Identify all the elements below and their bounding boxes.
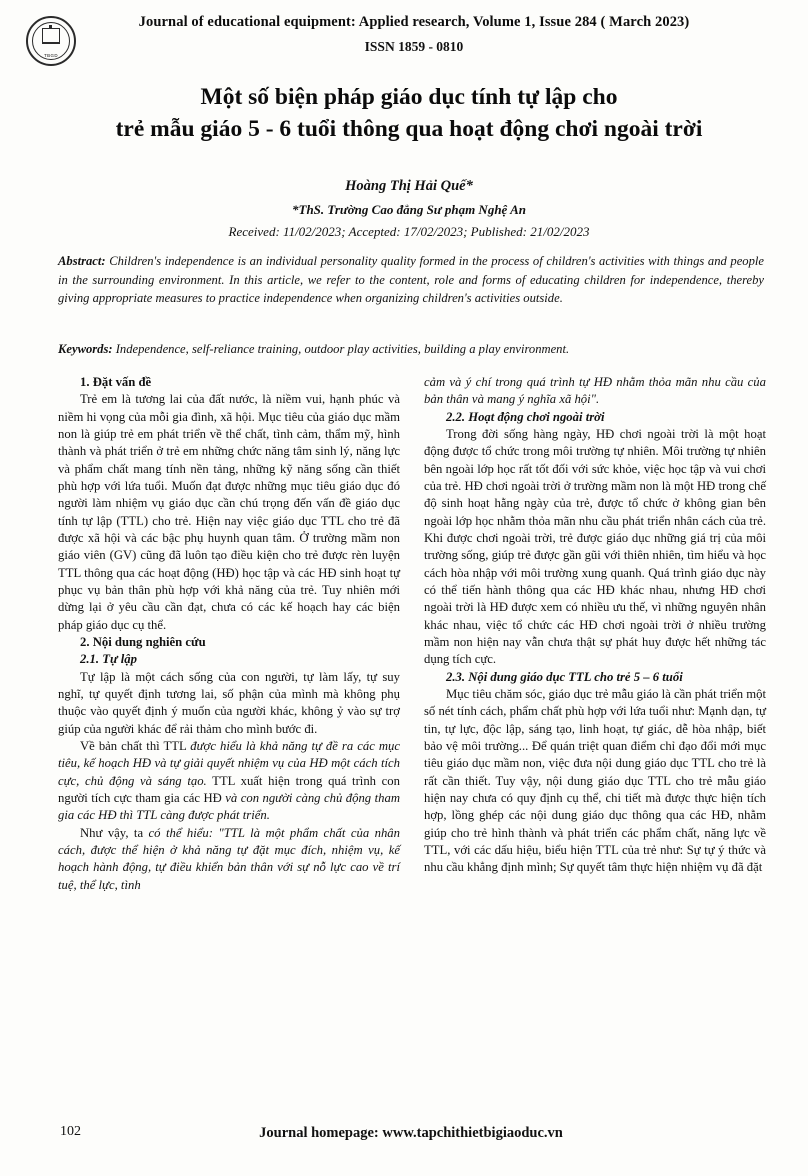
keywords-label: Keywords: <box>58 342 113 356</box>
journal-title-line: Journal of educational equipment: Applied research, Volume 1, Issue 284 ( March 2023) <box>138 14 690 30</box>
text-run: TTL xuất hiện trong quá trình con người tích cực tham gia các HĐ <box>58 773 400 805</box>
paragraph: Tự lập là một cách sống của con người, tự làm lấy, tự suy nghĩ, tự quyết định tương lai, số phận của mình mà không phụ thuộc vào quyết định ý muốn của người khác, không ỷ vào sự trợ giúp của người khác để rải thảm cho mình bước đi. <box>58 669 400 736</box>
text-run-italic: được hiểu là khả năng tự đề ra các mục tiêu, kế hoạch HĐ và tự giải quyết nhiệm vụ của HĐ một cách tích cực, chủ động và sáng tạo. <box>58 738 400 788</box>
right-column <box>424 374 766 894</box>
heading-2-3: 2.3. Nội dung giáo dục TTL cho trẻ 5 – 6 tuổi <box>446 669 683 684</box>
author-name: Hoàng Thị Hải Quế* <box>345 178 473 194</box>
heading-2: 2. Nội dung nghiên cứu <box>80 634 206 649</box>
page-footer <box>58 1125 764 1142</box>
paragraph <box>58 825 400 894</box>
paragraph: Trẻ em là tương lai của đất nước, là niềm vui, hạnh phúc và niềm hi vọng của mỗi gia đình, xã hội. Mục tiêu của giáo dục mầm non là giúp trẻ em phát triển về thể chất, tình cảm, thẩm mỹ, hình thành và phát triển ở trẻ em những chức năng tâm sinh lý, năng lực và phẩm chất mang tính nền tảng, những kỹ năng sống cần thiết phù hợp với lứa tuổi. Muốn đạt được những mục tiêu giáo dục đó người làm nhiệm vụ giáo dục cần chú trọng đến vấn đề giáo dục tính tự lập (TTL) cho trẻ. Hiện nay việc giáo dục TTL cho trẻ đã được xã hội và các bậc phụ huynh quan tâm. Ở trường mầm non giáo viên (GV) cũng đã luôn tạo điều kiện cho trẻ được rèn luyện TTL thông qua các hoạt động (HĐ) học tập và các HĐ sinh hoạt tự phục vụ bản thân phù hợp với khả năng của trẻ. Tuy nhiên mới dừng lại ở yêu cầu cần đạt, chưa có các kế hoạch hay các biện pháp giáo dục cụ thể. <box>58 392 400 632</box>
paragraph <box>58 738 400 825</box>
body-columns <box>58 374 766 894</box>
issn-line: ISSN 1859 - 0810 <box>364 39 464 54</box>
article-title <box>54 82 764 145</box>
heading-1: 1. Đặt vấn đề <box>80 375 152 389</box>
heading-2-2: 2.2. Hoạt động chơi ngoài trời <box>446 409 605 424</box>
article-dates: Received: 11/02/2023; Accepted: 17/02/2023; Published: 21/02/2023 <box>228 224 590 239</box>
paragraph-continued: cảm và ý chí trong quá trình tự HĐ nhằm thỏa mãn nhu cầu của bản thân và mang ý nghĩa xã hội". <box>424 375 766 407</box>
abstract-label: Abstract: <box>58 254 106 268</box>
author-affiliation: *ThS. Trường Cao đẳng Sư phạm Nghệ An <box>292 202 526 217</box>
author-block <box>54 178 764 240</box>
text-run: Như vậy, ta <box>80 825 149 840</box>
abstract-text: Children's independence is an individual personality quality formed in the process of children's activities with things and people in the surrounding environment. In this article, we refer to the content, role and forms of educating children for independence, thereby giving appropriate measures to practice independence when organizing children's activities outside. <box>58 254 764 306</box>
text-run-italic: có thể hiểu: "TTL là một phẩm chất của nhân cách, được thể hiện ở khả năng tự đặt mục đích, nhiệm vụ, kế hoạch hành động, tự điều khiển bản thân với sự nỗ lực cao về trí tuệ, thể lực, tình <box>58 825 400 892</box>
page-header <box>60 14 768 55</box>
article-title-line-2: trẻ mẫu giáo 5 - 6 tuổi thông qua hoạt động chơi ngoài trời <box>115 115 703 142</box>
crown-icon <box>42 28 60 44</box>
paragraph: Trong đời sống hàng ngày, HĐ chơi ngoài trời là một hoạt động được tổ chức trong môi trường tự nhiên. Môi trường tự nhiên bên ngoài lớp học rất tốt đối với sức khỏe, việc học tập và vui chơi của trẻ. HĐ chơi ngoài trời ở trường mầm non là một HĐ trong chế độ sinh hoạt hằng ngày của trẻ, được tổ chức ở không gian bên ngoài lớp học nhằm thỏa mãn nhu cầu phát triển nhân cách của trẻ. Khi được chơi ngoài trời, trẻ được giáo dục những giá trị của môi trường sống, giúp trẻ được gần gũi với thiên nhiên, tìm hiểu và học cách hòa nhập với môi trường xung quanh. Quá trình giáo dục này có thể tiến hành thông qua các HĐ khác nhau, nhưng HĐ chơi ngoài trời là HĐ được xem có nhiều ưu thế, vì những nguyên nhân khác nhau, việc tổ chức các HĐ chơi ngoài trời ở nhiều trường mầm non hiện nay vẫn chưa thật sự phát huy được hết những tác dụng tích cực. <box>424 426 767 667</box>
abstract-block <box>58 252 764 308</box>
text-run: Về bản chất thì TTL <box>80 738 191 753</box>
keywords-text: Independence, self-reliance training, outdoor play activities, building a play environment. <box>112 342 570 356</box>
paragraph: Mục tiêu chăm sóc, giáo dục trẻ mẫu giáo là cần phát triển một số nét tính cách, phẩm chất phù hợp với lứa tuổi như: Mạnh dạn, tự tin, tự lực, độc lập, sáng tạo, linh hoạt, tự giác, dễ hòa nhập, biết bảo vệ môi trường... Để quán triệt quan điểm chỉ đạo đổi mới mục tiêu giáo dục mầm non, việc đưa nội dung giáo dục TTL cho trẻ là rất cần thiết. Tuy vậy, nội dung giáo dục TTL cho trẻ mẫu giáo hiện nay chưa có quy định cụ thể, chi tiết mà được thực hiện tích hợp, lồng ghép các nội dung giáo dục thông qua các HĐ, nhằm giúp cho trẻ hình thành và phát triển các phẩm chất, năng lực về TTL, với các dấu hiệu, biểu hiện TTL của trẻ như: Sự tự ý thức và nhu cầu khẳng định mình; Sự quyết tâm thực hiện nhiệm vụ đã đặt <box>424 686 767 875</box>
heading-2-1: 2.1. Tự lập <box>80 652 137 667</box>
text-run-italic: và con người càng chủ động tham gia các HĐ thì TTL càng được phát triển. <box>58 790 400 823</box>
page-number: 102 <box>60 1124 81 1139</box>
left-column <box>58 374 400 894</box>
journal-homepage: Journal homepage: www.tapchithietbigiaoduc.vn <box>259 1125 563 1141</box>
article-title-line-1: Một số biện pháp giáo dục tính tự lập cho <box>200 84 618 110</box>
keywords-block <box>58 340 764 358</box>
logo-label: TBGD <box>44 53 58 58</box>
